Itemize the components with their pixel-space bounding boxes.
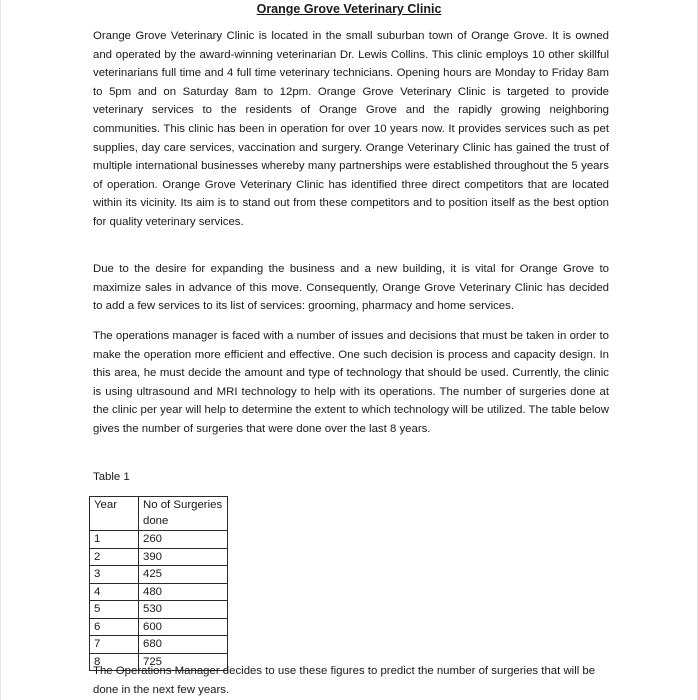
table-row bbox=[90, 566, 228, 584]
table-caption: Table 1 bbox=[93, 471, 130, 483]
cell-year: 4 bbox=[90, 583, 139, 601]
cell-year: 5 bbox=[90, 601, 139, 619]
cell-surgeries: 600 bbox=[139, 618, 228, 636]
table-row bbox=[90, 548, 228, 566]
cell-year: 8 bbox=[90, 653, 139, 671]
cell-surgeries: 725 bbox=[139, 653, 228, 671]
table-row bbox=[90, 636, 228, 654]
cell-surgeries: 425 bbox=[139, 566, 228, 584]
cell-year: 7 bbox=[90, 636, 139, 654]
table-row bbox=[90, 618, 228, 636]
paragraph-operations: The operations manager is faced with a number of issues and decisions that must be taken in order to make the operation more efficient and effective. One such decision is process and capacity design. In this area, he must decide the amount and type of technology that should be used. Currently, the clinic is using ultrasound and MRI technology to help with its operations. The number of surgeries done at the clinic per year will help to determine the extent to which technology will be utilized. The table below gives the number of surgeries that were done over the last 8 years. bbox=[93, 330, 609, 435]
table-row bbox=[90, 583, 228, 601]
table-row bbox=[90, 531, 228, 549]
cell-surgeries: 260 bbox=[139, 531, 228, 549]
paragraph-expansion: Due to the desire for expanding the business and a new building, it is vital for Orange Grove to maximize sales in advance of this move. Consequently, Orange Grove Veterinary Clinic has decided to add a few services to its list of services: grooming, pharmacy and home services. bbox=[93, 263, 609, 313]
cell-year: 6 bbox=[90, 618, 139, 636]
cell-surgeries: 480 bbox=[139, 583, 228, 601]
cell-surgeries: 680 bbox=[139, 636, 228, 654]
paragraph-clinic-overview: Orange Grove Veterinary Clinic is located in the small suburban town of Orange Grove. It is owned and operated by the award-winning veterinarian Dr. Lewis Collins. This clinic employs 10 other skillful veterinarians full time and 4 full time veterinary technicians. Opening hours are Monday to Friday 8am to 5pm and on Saturday 8am to 12pm. Orange Grove Veterinary Clinic is targeted to provide veterinary services to the residents of Orange Grove and the rapidly growing neighboring communities. This clinic has been in operation for over 10 years now. It provides services such as pet supplies, day care services, vaccination and surgery. Orange Veterinary Clinic has gained the trust of multiple international businesses whereby many partnerships were established throughout the 5 years of operation. Orange Grove Veterinary Clinic has identified three direct competitors that are located within its vicinity. Its aim is to stand out from these competitors and to position itself as the best option for quality veterinary services. bbox=[93, 30, 609, 228]
surgeries-table bbox=[89, 496, 228, 671]
header-year: Year bbox=[90, 497, 139, 531]
cell-surgeries: 530 bbox=[139, 601, 228, 619]
table-header-row bbox=[90, 497, 228, 531]
cell-surgeries: 390 bbox=[139, 548, 228, 566]
header-surgeries: No of Surgeries done bbox=[139, 497, 228, 531]
paragraph-closing: The Operations Manager decides to use these figures to predict the number of surgeries that will be done in the next few years. bbox=[93, 665, 596, 696]
cell-year: 2 bbox=[90, 548, 139, 566]
document-title: Orange Grove Veterinary Clinic bbox=[256, 2, 442, 16]
table-row bbox=[90, 601, 228, 619]
cell-year: 1 bbox=[90, 531, 139, 549]
cell-year: 3 bbox=[90, 566, 139, 584]
